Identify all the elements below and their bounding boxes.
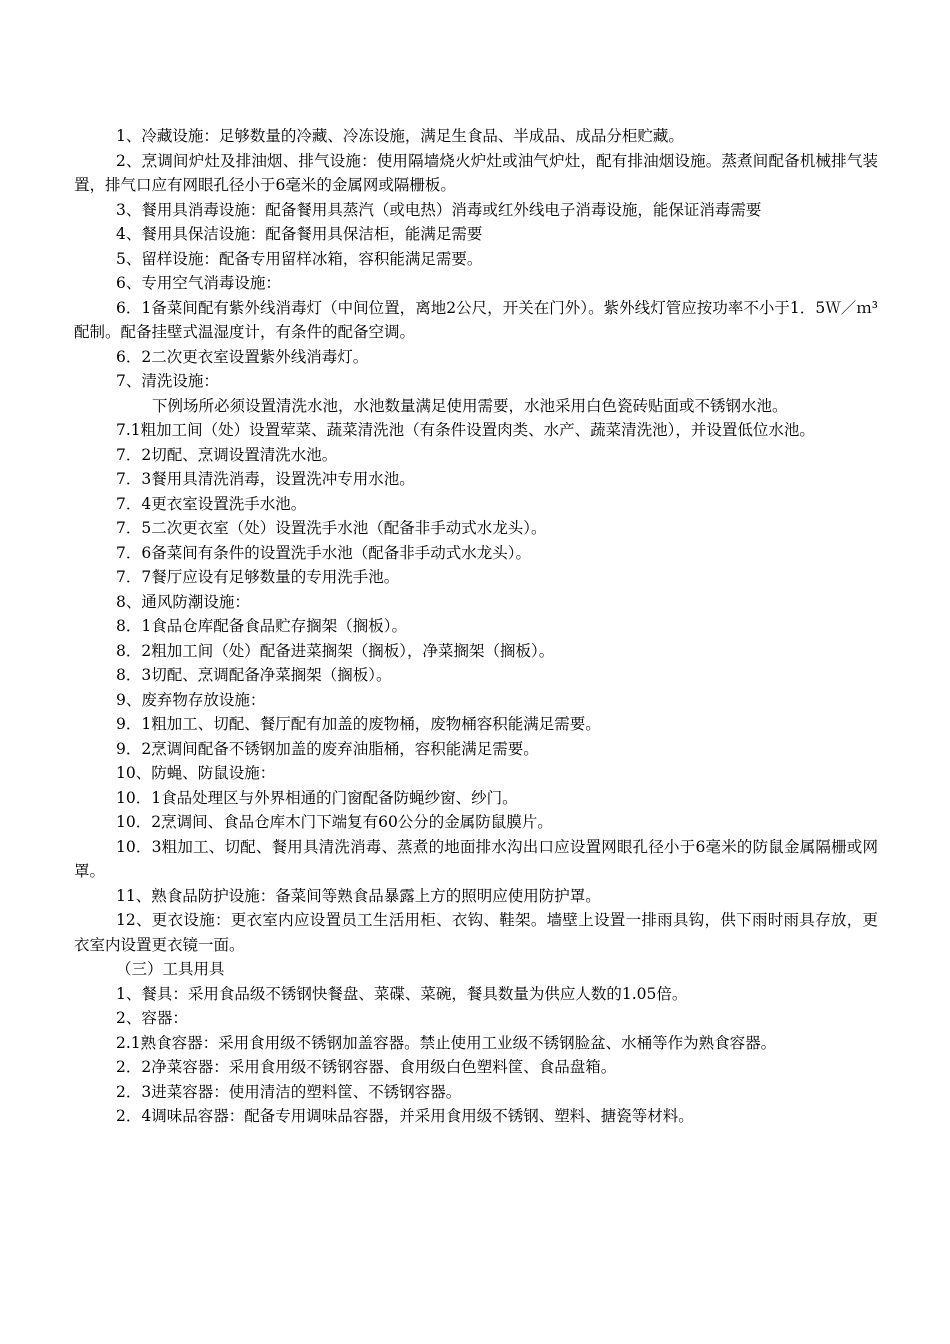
paragraph: 9．2烹调间配备不锈钢加盖的废弃油脂桶，容积能满足需要。 (116, 739, 539, 758)
paragraph: 5、留样设施：配备专用留样冰箱，容积能满足需要。 (116, 249, 483, 268)
paragraph: 8、通风防潮设施： (116, 592, 250, 611)
paragraph: 2.1熟食容器：采用食用级不锈钢加盖容器。禁止使用工业级不锈钢脸盆、水桶等作为熟食容器。 (116, 1033, 777, 1052)
paragraph: 7、清洗设施： (116, 372, 219, 390)
paragraph: 6．1备菜间配有紫外线消毒灯（中间位置，离地2公尺，开关在门外）。紫外线灯管应按功率不小于1．5Ｗ／ｍ³配制。配备挂壁式温湿度计，有条件的配备空调。 (74, 298, 878, 341)
paragraph: 10、防蝇、防鼠设施： (116, 764, 276, 782)
paragraph: 9．1粗加工、切配、餐厅配有加盖的废物桶，废物桶容积能满足需要。 (116, 715, 601, 733)
document-body (74, 124, 878, 1129)
paragraph: 2、容器： (116, 1009, 188, 1027)
paragraph: 9、废弃物存放设施： (116, 690, 266, 709)
paragraph: 7．7餐厅应设有足够数量的专用洗手池。 (116, 568, 400, 586)
paragraph: 7.1粗加工间（处）设置荤菜、蔬菜清洗池（有条件设置肉类、水产、蔬菜清洗池），并设置低位水池。 (116, 421, 815, 439)
paragraph: 2、烹调间炉灶及排油烟、排气设施：使用隔墙烧火炉灶或油气炉灶，配有排油烟设施。蒸煮间配备机械排气装置，排气口应有网眼孔径小于6毫米的金属网或隔栅板。 (74, 151, 878, 194)
paragraph: 下例场所必须设置清洗水池，水池数量满足使用需要，水池采用白色瓷砖贴面或不锈钢水池。 (152, 396, 788, 415)
paragraph: 7．3餐用具清洗消毒，设置洗冲专用水池。 (116, 470, 415, 488)
paragraph: 7．6备菜间有条件的设置洗手水池（配备非手动式水龙头）。 (116, 543, 531, 562)
paragraph: 3、餐用具消毒设施：配备餐用具蒸汽（或电热）消毒或红外线电子消毒设施，能保证消毒需要 (116, 200, 762, 219)
paragraph: 7．4更衣室设置洗手水池。 (116, 494, 307, 513)
paragraph: 6．2二次更衣室设置紫外线消毒灯。 (116, 347, 369, 366)
paragraph: 10．2烹调间、食品仓库木门下端复有60公分的金属防鼠膜片。 (116, 813, 553, 831)
paragraph: （三）工具用具 (116, 960, 225, 978)
paragraph: 8．3切配、烹调配备净菜搁架（搁板）。 (116, 666, 392, 684)
paragraph: 8．2粗加工间（处）配备进菜搁架（搁板），净菜搁架（搁板）。 (116, 641, 555, 660)
paragraph: 1、冷藏设施：足够数量的冷藏、冷冻设施，满足生食品、半成品、成品分柜贮藏。 (116, 127, 684, 145)
paragraph: 10．1食品处理区与外界相通的门窗配备防蝇纱窗、纱门。 (116, 788, 518, 807)
paragraph: 2．4调味品容器：配备专用调味品容器，并采用食用级不锈钢、塑料、搪瓷等材料。 (116, 1107, 694, 1125)
paragraph: 4、餐用具保洁设施：配备餐用具保洁柜，能满足需要 (116, 225, 483, 243)
paragraph: 1、餐具：采用食品级不锈钢快餐盘、菜碟、菜碗，餐具数量为供应人数的1.05倍。 (116, 984, 688, 1003)
paragraph: 8．1食品仓库配备食品贮存搁架（搁板）。 (116, 617, 407, 635)
paragraph: 7．5二次更衣室（处）设置洗手水池（配备非手动式水龙头）。 (116, 519, 547, 537)
paragraph: 7．2切配、烹调设置清洗水池。 (116, 445, 338, 464)
paragraph: 2．2净菜容器：采用食用级不锈钢容器、食用级白色塑料筐、食品盘箱。 (116, 1058, 617, 1076)
paragraph: 6、专用空气消毒设施： (116, 274, 281, 292)
paragraph: 2．3进菜容器：使用清洁的塑料筐、不锈钢容器。 (116, 1082, 462, 1101)
paragraph: 10．3粗加工、切配、餐用具清洗消毒、蒸煮的地面排水沟出口应设置网眼孔径小于6毫米的防鼠金属隔栅或网罩。 (74, 837, 878, 880)
paragraph: 11、熟食品防护设施：备菜间等熟食品暴露上方的照明应使用防护罩。 (116, 886, 601, 905)
paragraph: 12、更衣设施：更衣室内应设置员工生活用柜、衣钩、鞋架。墙壁上设置一排雨具钩，供下雨时雨具存放，更衣室内设置更衣镜一面。 (74, 911, 878, 954)
